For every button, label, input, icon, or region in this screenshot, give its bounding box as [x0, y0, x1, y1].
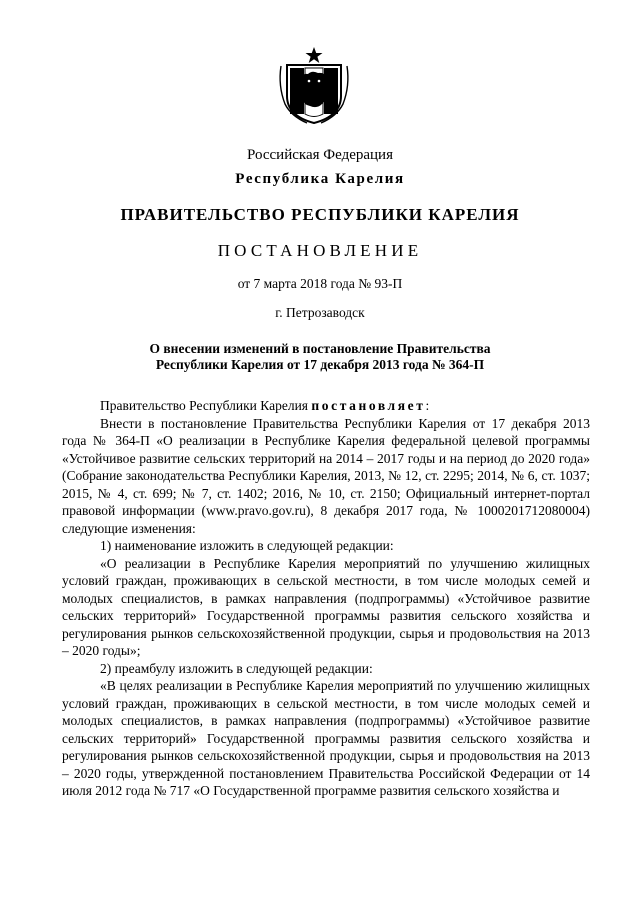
document-type: ПОСТАНОВЛЕНИЕ	[217, 241, 423, 260]
heading-line-2: Республики Карелия от 17 декабря 2013 года № 364-П	[155, 357, 485, 372]
item-1: 1) наименование изложить в следующей редакции:	[100, 538, 394, 553]
karelia-coat-of-arms-icon	[277, 46, 351, 124]
intro-verb: постановляет	[311, 398, 426, 413]
item-2: 2) преамбулу изложить в следующей редакции:	[100, 660, 373, 676]
republic-name: Республика Карелия	[235, 171, 405, 187]
intro-prefix: Правительство Республики Карелия	[100, 398, 312, 413]
heading-line-1: О внесении изменений в постановление Правительства	[149, 341, 491, 356]
document-city: г. Петрозаводск	[275, 305, 365, 320]
document-heading	[0, 341, 640, 373]
intro-suffix: :	[425, 398, 430, 413]
document-date-number: от 7 марта 2018 года № 93-П	[237, 276, 403, 291]
quote-2: «В целях реализации в Республике Карелия мероприятий по улучшению жилищных условий граждан, проживающих в сельской местности, в том числе молодых семей и молодых специалистов, в рамках направления (подпрограммы) «Устойчивое развитие сельских территорий» Государственной программы развития сельского хозяйства и регулирования рынков сельскохозяйственной продукции, сырья и продовольствия на 2013 – 2020 годы, утвержденной постановлением Правительства Российской Федерации от 14 июля 2012 года № 717 «О Государственной программе развития сельского хозяйства и	[62, 678, 590, 798]
government-name: ПРАВИТЕЛЬСТВО РЕСПУБЛИКИ КАРЕЛИЯ	[120, 205, 520, 224]
country-name: Российская Федерация	[247, 147, 393, 163]
intro-paragraph	[62, 397, 590, 415]
quote-1: «О реализации в Республике Карелия мероприятий по улучшению жилищных условий граждан, проживающих в сельской местности, в том числе молодых семей и молодых специалистов, в рамках направления (подпрограммы) «Устойчивое развитие сельских территорий» Государственной программы развития сельского хозяйства и регулирования рынков сельскохозяйственной продукции, сырья и продовольствия на 2013 – 2020 годы»;	[62, 555, 590, 658]
paragraph-1: Внести в постановление Правительства Республики Карелия от 17 декабря 2013 года № 364-П «О реализации в Республике Карелия федеральной целевой программы «Устойчивое развитие сельских территорий на 2014 – 2017 годы и на период до 2020 года» (Собрание законодательства Республики Карелия, 2013, № 12, ст. 2295; 2014, № 6, ст. 1037; 2015, № 4, ст. 699; № 7, ст. 1402; 2016, № 10, ст. 2150; Официальный интернет-портал правовой информации (www.pravo.gov.ru), 8 декабря 2017 года, № 1000201712080004) следующие изменения:	[62, 415, 590, 536]
document-body	[62, 397, 590, 800]
